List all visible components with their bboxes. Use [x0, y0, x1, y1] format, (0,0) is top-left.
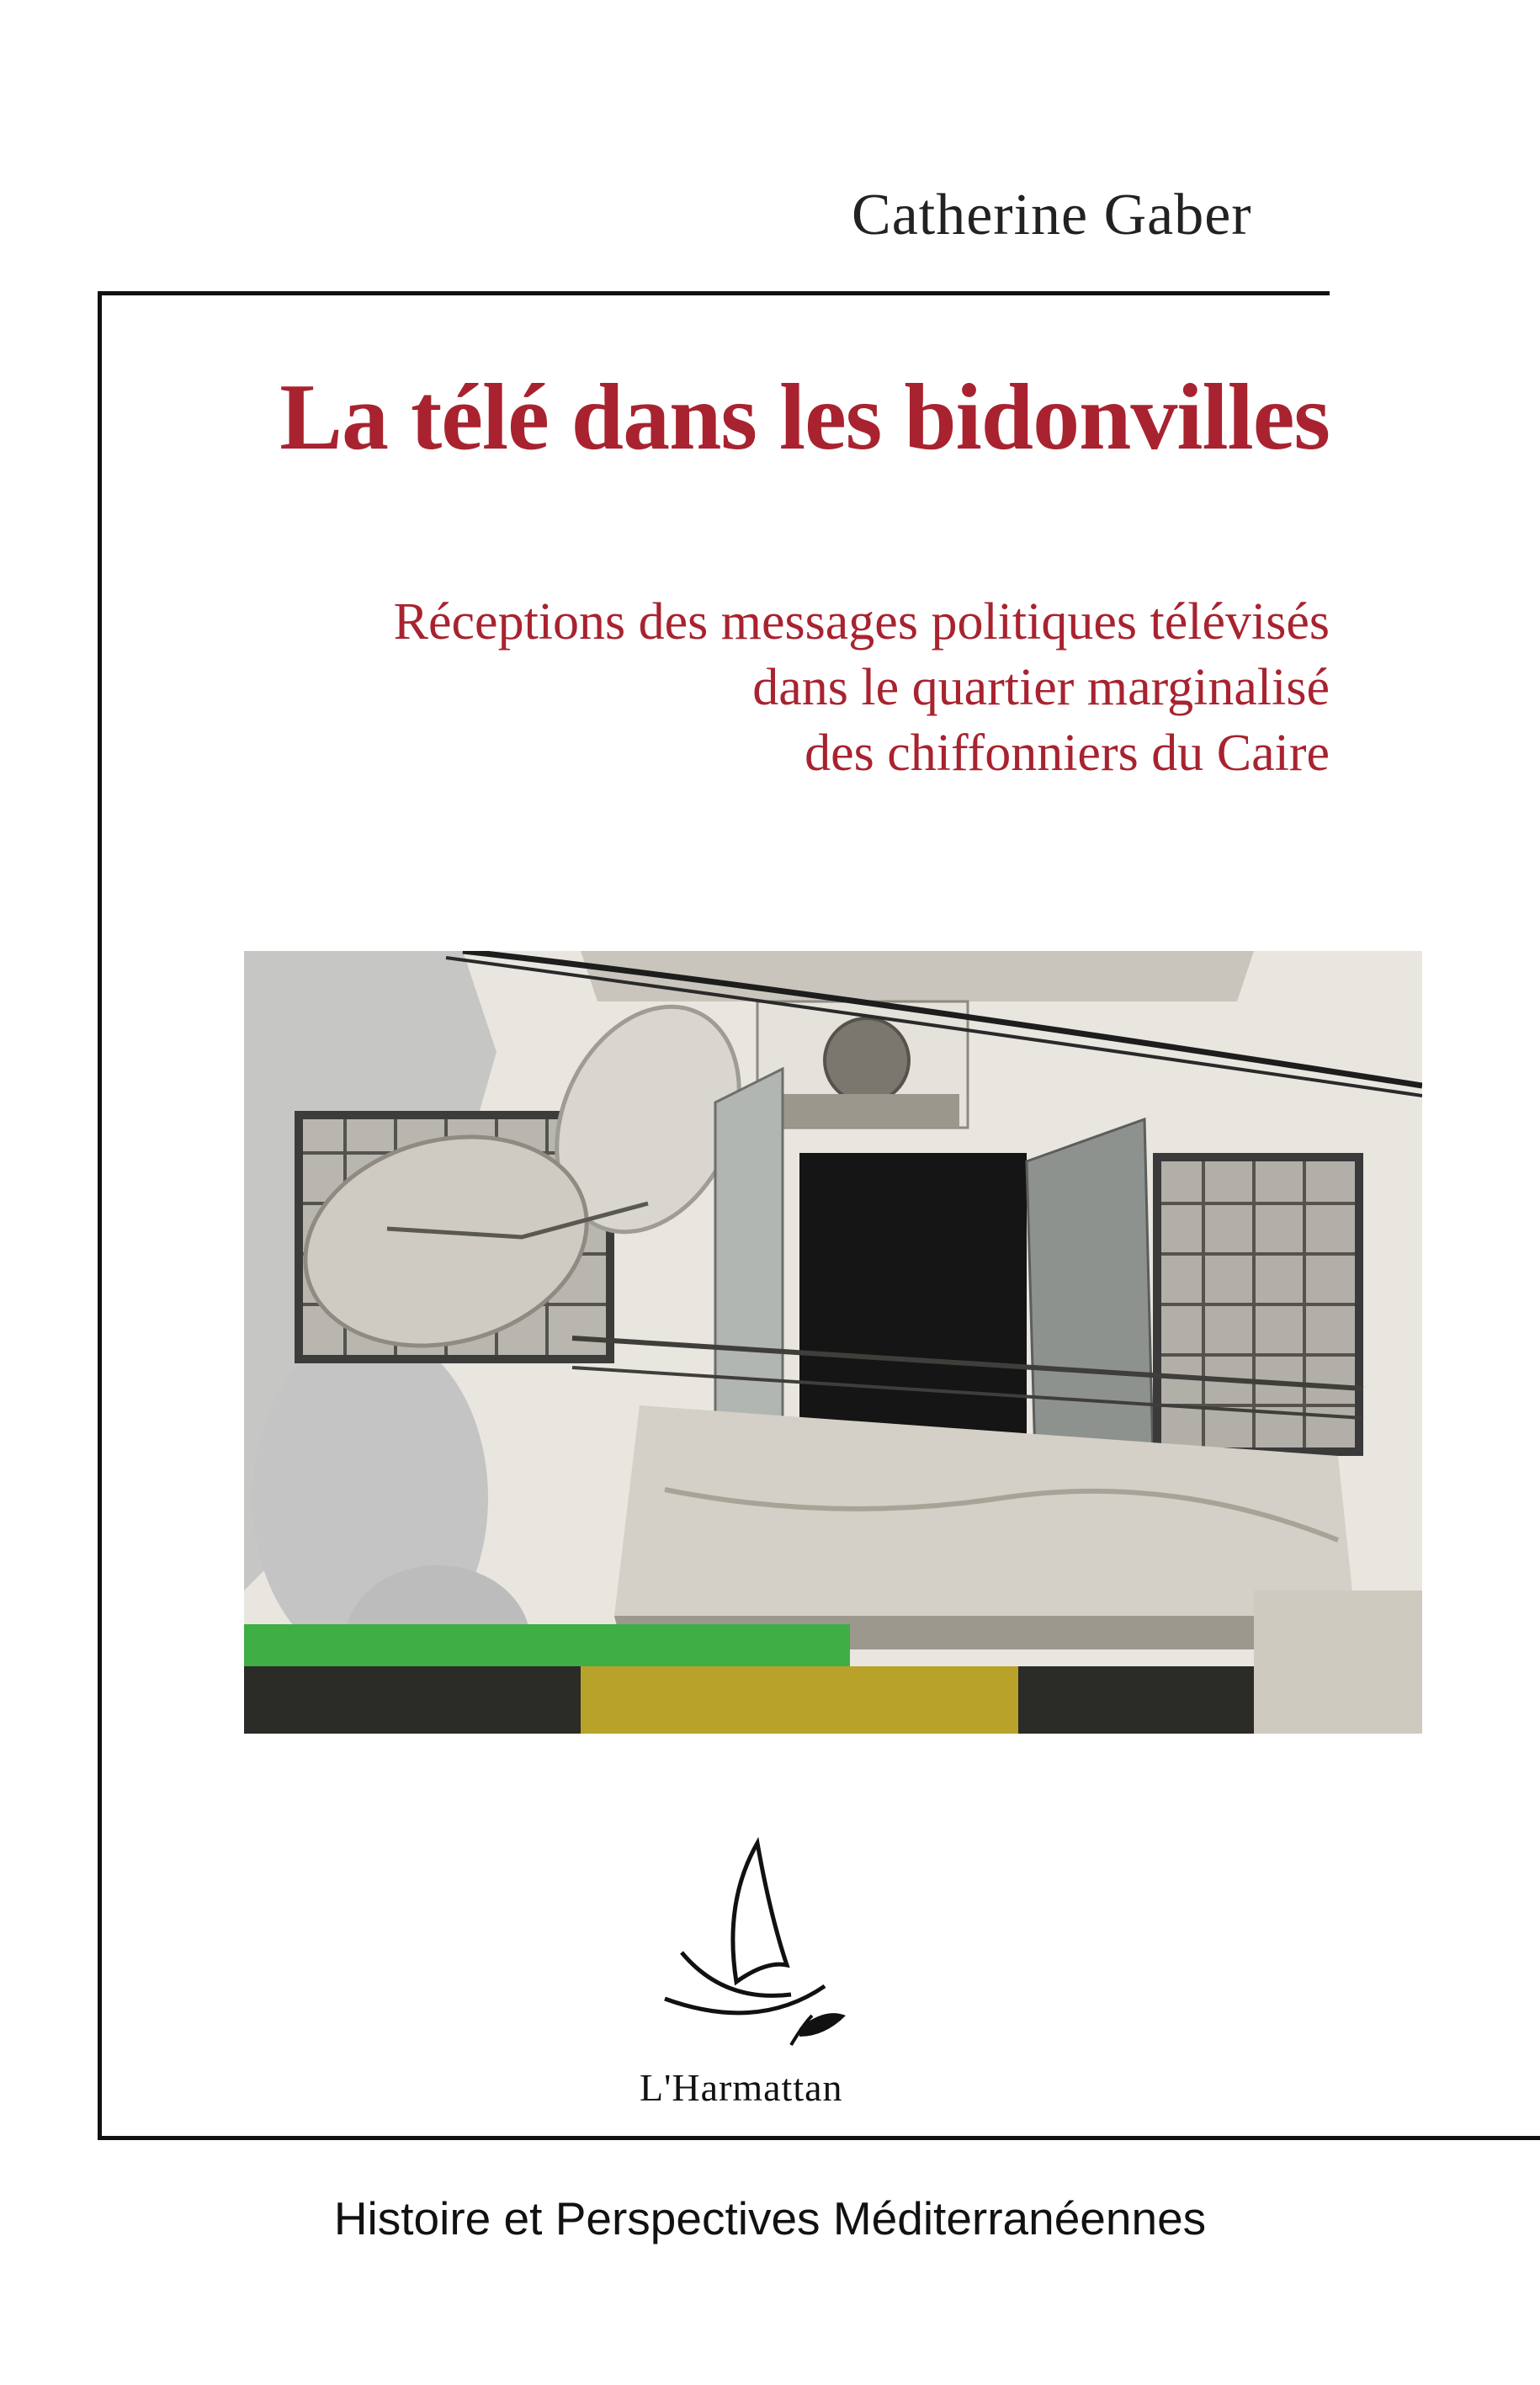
- author-name: Catherine Gaber: [852, 183, 1252, 247]
- frame-bottom-rule: [98, 2136, 1540, 2140]
- cover-photo: [244, 951, 1422, 1734]
- subtitle-line: des chiffonniers du Caire: [805, 725, 1330, 782]
- sailboat-logo-icon: [631, 1835, 900, 2104]
- series-name: Histoire et Perspectives Méditerranéennes: [333, 2192, 1207, 2244]
- book-subtitle: [151, 589, 1330, 786]
- subtitle-line: Réceptions des messages politiques télévisés: [393, 593, 1330, 651]
- publisher-name: L'Harmattan: [640, 2066, 843, 2109]
- subtitle-line: dans le quartier marginalisé: [752, 659, 1330, 716]
- frame-left-rule: [98, 291, 102, 2139]
- book-title: La télé dans les bidonvilles: [279, 365, 1330, 470]
- frame-top-rule: [98, 291, 1330, 295]
